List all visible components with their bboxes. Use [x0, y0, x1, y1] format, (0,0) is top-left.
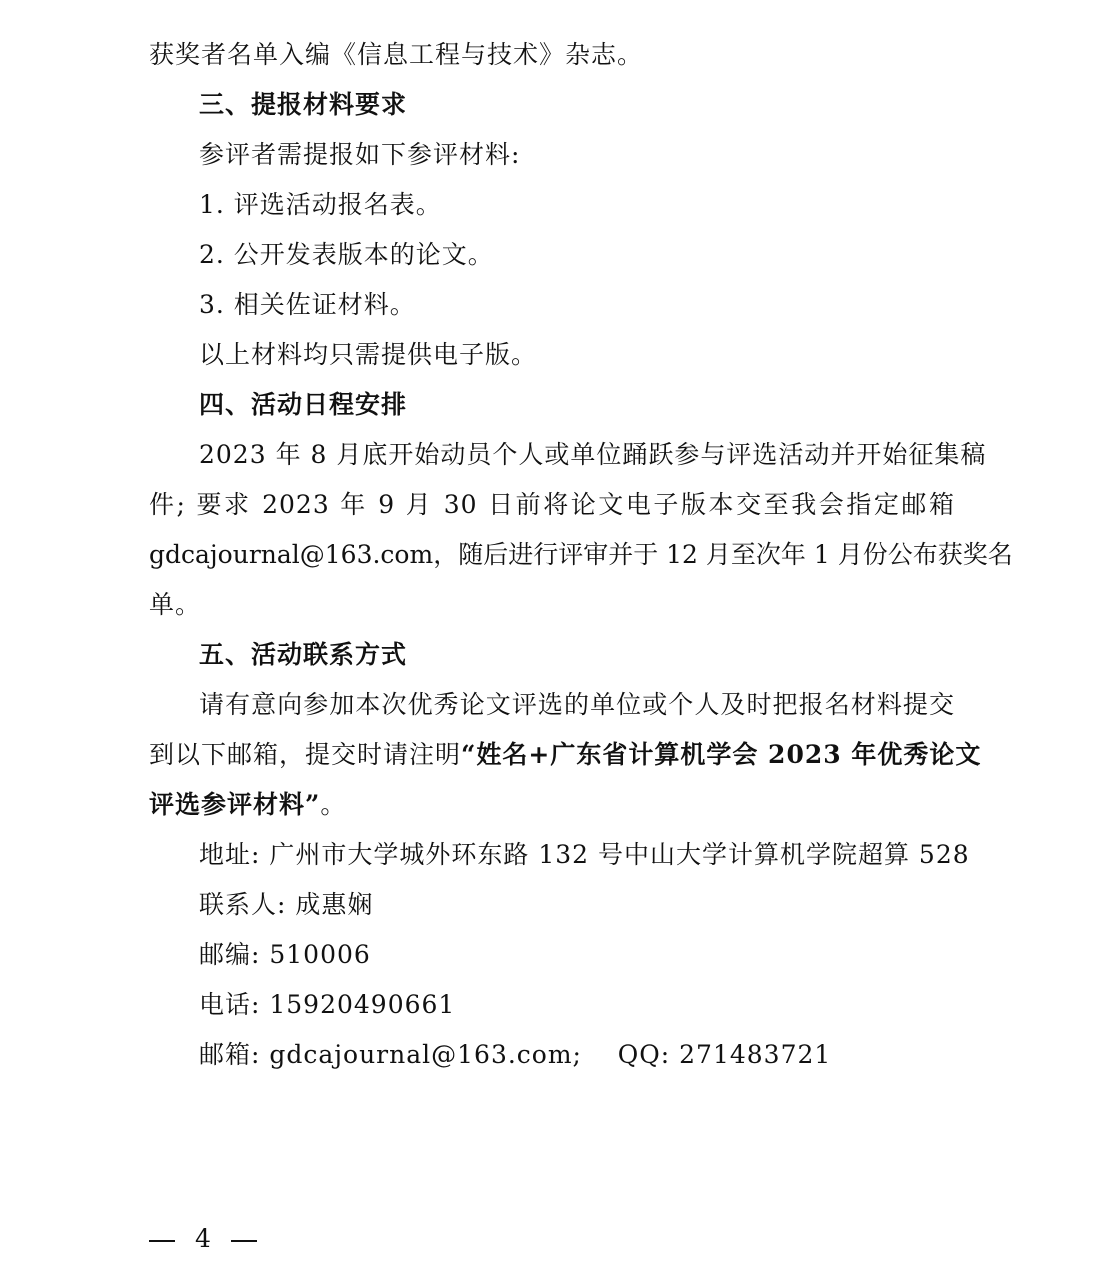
section-4-paragraph-line-2: 件; 要求 2023 年 9 月 30 日前将论文电子版本交至我会指定邮箱: [149, 490, 955, 519]
section-3-title: 三、提报材料要求: [199, 90, 408, 119]
section-3-intro: 参评者需提报如下参评材料:: [199, 140, 521, 169]
footer-dash-right: [231, 1240, 257, 1242]
period: 。: [320, 790, 347, 819]
contact-postcode: 邮编: 510006: [199, 940, 371, 969]
contact-phone: 电话: 15920490661: [199, 990, 456, 1019]
submission-instruction-text: 到以下邮箱，提交时请注明: [149, 740, 462, 769]
submission-label-bold-end: 评选参评材料”: [149, 790, 321, 819]
section-3-item-3: 3. 相关佐证材料。: [199, 290, 416, 319]
contact-email-qq: 邮箱: gdcajournal@163.com; QQ: 271483721: [199, 1040, 832, 1069]
contact-person: 联系人: 成惠娴: [199, 890, 374, 919]
section-5-title: 五、活动联系方式: [199, 640, 408, 669]
award-list-line: 获奖者名单入编《信息工程与技术》杂志。: [149, 40, 644, 69]
section-3-item-1: 1. 评选活动报名表。: [199, 190, 442, 219]
section-4-paragraph-line-3: gdcajournal@163.com，随后进行评审并于 12 月至次年 1 月份公布获奖名: [149, 540, 1013, 569]
page-footer: [149, 1214, 257, 1264]
section-4-paragraph-line-1: 2023 年 8 月底开始动员个人或单位踊跃参与评选活动并开始征集稿: [199, 440, 987, 469]
section-4-title: 四、活动日程安排: [199, 390, 408, 419]
section-5-paragraph-line-1: 请有意向参加本次优秀论文评选的单位或个人及时把报名材料提交: [199, 690, 955, 719]
submission-label-bold: “姓名+广东省计算机学会 2023 年优秀论文: [461, 740, 982, 769]
page-number: 4: [195, 1224, 211, 1253]
section-5-paragraph-line-2: [149, 730, 982, 780]
contact-address: 地址: 广州市大学城外环东路 132 号中山大学计算机学院超算 528: [199, 840, 970, 869]
footer-dash-left: [149, 1240, 175, 1242]
section-3-note: 以上材料均只需提供电子版。: [199, 340, 538, 369]
section-5-paragraph-line-3: [149, 780, 955, 830]
section-3-item-2: 2. 公开发表版本的论文。: [199, 240, 494, 269]
section-4-paragraph-line-4: 单。: [149, 590, 202, 619]
